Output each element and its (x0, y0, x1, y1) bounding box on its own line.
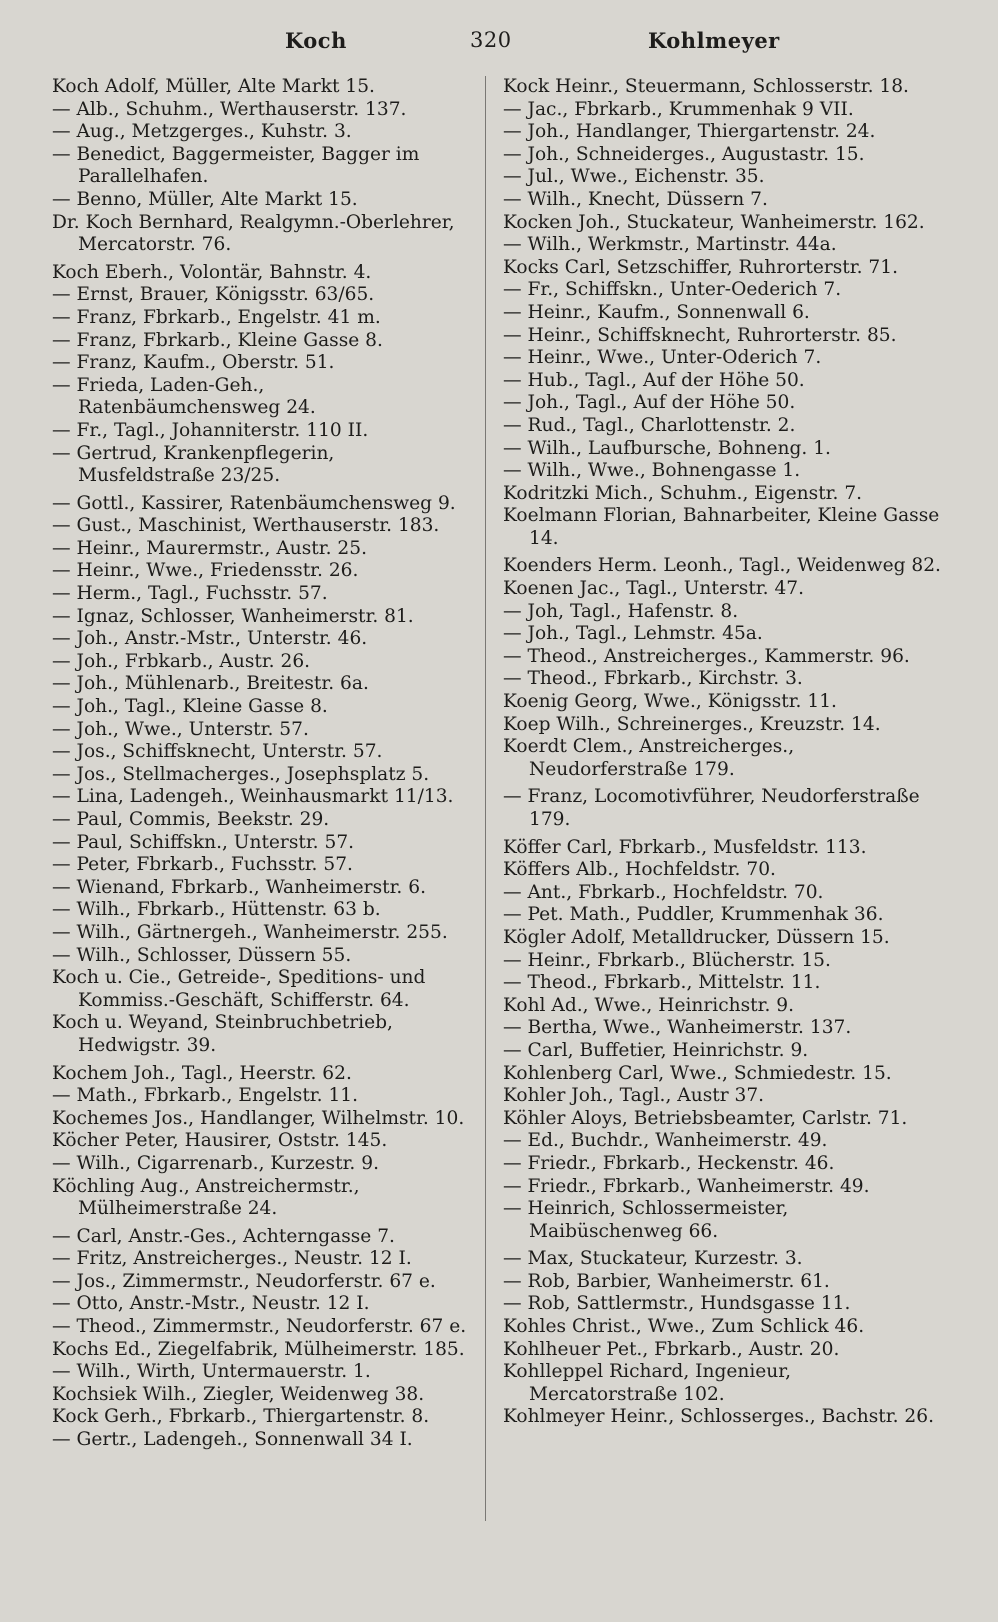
directory-entry: Kohlheuer Pet., Fbrkarb., Austr. 20. (503, 1338, 840, 1360)
directory-entry: — Franz, Kaufm., Oberstr. 51. (52, 352, 335, 374)
directory-entry: — Wilh., Fbrkarb., Hüttenstr. 63 b. (52, 899, 381, 921)
directory-entry: — Theod., Fbrkarb., Kirchstr. 3. (503, 668, 803, 690)
directory-entry: Köffer Carl, Fbrkarb., Musfeldstr. 113. (503, 836, 867, 858)
directory-entry: — Gottl., Kassirer, Ratenbäumchensweg 9. (52, 492, 456, 514)
directory-entry: Kock Gerh., Fbrkarb., Thiergartenstr. 8. (52, 1406, 430, 1428)
directory-entry: — Heinr., Maurermstr., Austr. 25. (52, 537, 367, 559)
directory-entry: — Ant., Fbrkarb., Hochfeldstr. 70. (503, 881, 824, 903)
directory-entry: — Rob, Barbier, Wanheimerstr. 61. (503, 1270, 830, 1292)
directory-entry: Koenen Jac., Tagl., Unterstr. 47. (503, 578, 805, 600)
right-column (503, 76, 943, 1429)
directory-entry: Kohler Joh., Tagl., Austr 37. (503, 1085, 765, 1107)
directory-entry: Koenders Herm. Leonh., Tagl., Weidenweg 82. (503, 555, 941, 577)
directory-entry: — Wienand, Fbrkarb., Wanheimerstr. 6. (52, 876, 426, 898)
directory-entry: — Wilh., Cigarrenarb., Kurzestr. 9. (52, 1152, 379, 1174)
directory-entry: — Ernst, Brauer, Königsstr. 63/65. (52, 284, 375, 306)
directory-entry: — Joh., Wwe., Unterstr. 57. (52, 718, 309, 740)
directory-entry: Kohles Christ., Wwe., Zum Schlick 46. (503, 1316, 865, 1338)
directory-entry: Kochemes Jos., Handlanger, Wilhelmstr. 10. (52, 1107, 465, 1129)
directory-entry: — Joh., Mühlenarb., Breitestr. 6a. (52, 673, 369, 695)
directory-entry: Koep Wilh., Schreinerges., Kreuzstr. 14. (503, 713, 881, 735)
directory-entry: Kochsiek Wilh., Ziegler, Weidenweg 38. (52, 1383, 425, 1405)
directory-entry: — Friedr., Fbrkarb., Heckenstr. 46. (503, 1152, 835, 1174)
directory-entry: — Jul., Wwe., Eichenstr. 35. (503, 166, 765, 188)
directory-entry: Koch Eberh., Volontär, Bahnstr. 4. (52, 261, 372, 283)
directory-entry: — Aug., Metzgerges., Kuhstr. 3. (52, 121, 352, 143)
directory-entry: — Heinr., Wwe., Unter-Oderich 7. (503, 347, 822, 369)
directory-entry: Köchling Aug., Anstreichermstr., Mülheimerstraße 24. (52, 1175, 360, 1220)
directory-entry: Koch u. Cie., Getreide-, Speditions- und Kommiss.-Geschäft, Schifferstr. 64. (52, 967, 426, 1011)
directory-entry: — Wilh., Laufbursche, Bohneng. 1. (503, 437, 831, 459)
directory-entry: — Benedict, Baggermeister, Bagger im Parallelhafen. (52, 143, 420, 188)
directory-entry: — Carl, Buffetier, Heinrichstr. 9. (503, 1039, 809, 1061)
directory-entry: — Jos., Zimmermstr., Neudorferstr. 67 e. (52, 1270, 436, 1292)
header-first-entry: Koch (285, 28, 347, 53)
directory-entry: — Lina, Ladengeh., Weinhausmarkt 11/13. (52, 786, 454, 808)
directory-entry: — Jac., Fbrkarb., Krummenhak 9 VII. (503, 98, 854, 120)
directory-entry: Kohlenberg Carl, Wwe., Schmiedestr. 15. (503, 1062, 892, 1084)
directory-entry: — Joh., Tagl., Auf der Höhe 50. (503, 392, 796, 414)
directory-entry: — Franz, Locomotivführer, Neudorferstraße 179. (503, 786, 920, 830)
directory-entry: — Rud., Tagl., Charlottenstr. 2. (503, 414, 796, 436)
directory-entry: Koenig Georg, Wwe., Königsstr. 11. (503, 691, 837, 713)
directory-entry: — Heinr., Schiffsknecht, Ruhrorterstr. 85. (503, 324, 897, 346)
directory-entry: — Bertha, Wwe., Wanheimerstr. 137. (503, 1017, 852, 1039)
directory-entry: — Joh, Tagl., Hafenstr. 8. (503, 600, 739, 622)
directory-entry: — Benno, Müller, Alte Markt 15. (52, 188, 358, 210)
directory-entry: Kögler Adolf, Metalldrucker, Düssern 15. (503, 926, 890, 948)
directory-entry: — Paul, Commis, Beekstr. 29. (52, 809, 330, 830)
directory-entry: — Joh., Anstr.-Mstr., Unterstr. 46. (52, 628, 368, 650)
directory-entry: — Theod., Anstreicherges., Kammerstr. 96. (503, 645, 910, 667)
directory-entry: — Ed., Buchdr., Wanheimerstr. 49. (503, 1130, 828, 1152)
directory-entry: — Frieda, Laden-Geh., Ratenbäumchensweg 24. (52, 374, 316, 419)
directory-entry: — Math., Fbrkarb., Engelstr. 11. (52, 1085, 359, 1107)
directory-entry: — Fr., Tagl., Johanniterstr. 110 II. (52, 419, 369, 441)
directory-entry: — Peter, Fbrkarb., Fuchsstr. 57. (52, 854, 353, 876)
directory-entry: — Heinr., Kaufm., Sonnenwall 6. (503, 301, 810, 323)
directory-entry: — Wilh., Knecht, Düssern 7. (503, 188, 768, 210)
directory-entry: Kochem Joh., Tagl., Heerstr. 62. (52, 1062, 352, 1084)
directory-entry: Koelmann Florian, Bahnarbeiter, Kleine Gasse 14. (503, 505, 940, 549)
directory-entry: — Hub., Tagl., Auf der Höhe 50. (503, 369, 805, 391)
directory-entry: — Carl, Anstr.-Ges., Achterngasse 7. (52, 1225, 395, 1247)
directory-entry: — Ignaz, Schlosser, Wanheimerstr. 81. (52, 605, 414, 627)
directory-entry: — Max, Stuckateur, Kurzestr. 3. (503, 1248, 803, 1270)
directory-entry: — Fr., Schiffskn., Unter-Oederich 7. (503, 279, 842, 301)
directory-entry: Kohlleppel Richard, Ingenieur, Mercatorstraße 102. (503, 1361, 792, 1405)
directory-entry: — Wilh., Schlosser, Düssern 55. (52, 944, 352, 966)
directory-entry: — Joh., Schneiderges., Augustastr. 15. (503, 143, 865, 165)
directory-entry: — Franz, Fbrkarb., Kleine Gasse 8. (52, 329, 383, 351)
directory-entry: — Heinrich, Schlossermeister, Maibüschenweg 66. (503, 1198, 789, 1242)
directory-entry: — Joh., Tagl., Lehmstr. 45a. (503, 623, 763, 645)
directory-entry: Koerdt Clem., Anstreicherges., Neudorferstraße 179. (503, 736, 795, 780)
directory-entry: — Friedr., Fbrkarb., Wanheimerstr. 49. (503, 1175, 870, 1197)
directory-entry: — Otto, Anstr.-Mstr., Neustr. 12 I. (52, 1293, 370, 1315)
directory-entry: — Joh., Tagl., Kleine Gasse 8. (52, 696, 328, 718)
directory-entry: Köffers Alb., Hochfeldstr. 70. (503, 859, 776, 881)
directory-entry: — Paul, Schiffskn., Unterstr. 57. (52, 831, 355, 853)
directory-entry: — Fritz, Anstreicherges., Neustr. 12 I. (52, 1248, 412, 1270)
directory-entry: — Gertrud, Krankenpflegerin, Musfeldstraße 23/25. (52, 442, 335, 487)
directory-entry: — Gust., Maschinist, Werthauserstr. 183. (52, 515, 440, 537)
directory-entry: Kocks Carl, Setzschiffer, Ruhrorterstr. 71. (503, 256, 898, 278)
directory-entry: Köcher Peter, Hausirer, Oststr. 145. (52, 1130, 388, 1152)
directory-entry: Dr. Koch Bernhard, Realgymn.-Oberlehrer, Mercatorstr. 76. (52, 211, 455, 256)
directory-entry: — Theod., Zimmermstr., Neudorferstr. 67 e. (52, 1316, 467, 1338)
directory-entry: — Theod., Fbrkarb., Mittelstr. 11. (503, 972, 821, 994)
directory-entry: — Jos., Schiffsknecht, Unterstr. 57. (52, 741, 383, 763)
directory-entry: — Heinr., Fbrkarb., Blücherstr. 15. (503, 949, 831, 971)
directory-entry: — Wilh., Wirth, Untermauerstr. 1. (52, 1361, 371, 1383)
header-last-entry: Kohlmeyer (648, 28, 780, 53)
directory-entry: Koch u. Weyand, Steinbruchbetrieb, Hedwigstr. 39. (52, 1012, 393, 1056)
directory-entry: Koch Adolf, Müller, Alte Markt 15. (52, 76, 375, 97)
directory-entry: — Rob, Sattlermstr., Hundsgasse 11. (503, 1293, 851, 1315)
directory-entry: — Joh., Frbkarb., Austr. 26. (52, 650, 311, 672)
directory-entry: — Herm., Tagl., Fuchsstr. 57. (52, 583, 328, 605)
directory-entry: — Pet. Math., Puddler, Krummenhak 36. (503, 904, 884, 926)
directory-entry: — Wilh., Wwe., Bohnengasse 1. (503, 460, 801, 482)
directory-entry: — Joh., Handlanger, Thiergartenstr. 24. (503, 121, 876, 143)
directory-entry: — Alb., Schuhm., Werthauserstr. 137. (52, 98, 407, 120)
directory-entry: — Jos., Stellmacherges., Josephsplatz 5. (52, 763, 430, 785)
directory-entry: Köhler Aloys, Betriebsbeamter, Carlstr. 71. (503, 1107, 908, 1129)
directory-entry: — Heinr., Wwe., Friedensstr. 26. (52, 560, 359, 582)
directory-entry: — Wilh., Gärtnergeh., Wanheimerstr. 255. (52, 921, 448, 943)
column-divider (485, 76, 486, 1521)
directory-entry: — Wilh., Werkmstr., Martinstr. 44a. (503, 234, 837, 256)
directory-entry: Kochs Ed., Ziegelfabrik, Mülheimerstr. 185. (52, 1338, 465, 1360)
directory-entry: Kodritzki Mich., Schuhm., Eigenstr. 7. (503, 482, 863, 504)
directory-entry: — Franz, Fbrkarb., Engelstr. 41 m. (52, 306, 381, 328)
directory-entry: — Gertr., Ladengeh., Sonnenwall 34 I. (52, 1429, 413, 1451)
directory-entry: Kocken Joh., Stuckateur, Wanheimerstr. 162. (503, 211, 925, 233)
page-number: 320 (470, 28, 512, 52)
directory-entry: Kohlmeyer Heinr., Schlosserges., Bachstr. 26. (503, 1406, 934, 1428)
left-column (52, 76, 472, 1452)
page-header (0, 28, 998, 68)
directory-entry: Kock Heinr., Steuermann, Schlosserstr. 18. (503, 76, 909, 97)
directory-entry: Kohl Ad., Wwe., Heinrichstr. 9. (503, 994, 795, 1016)
